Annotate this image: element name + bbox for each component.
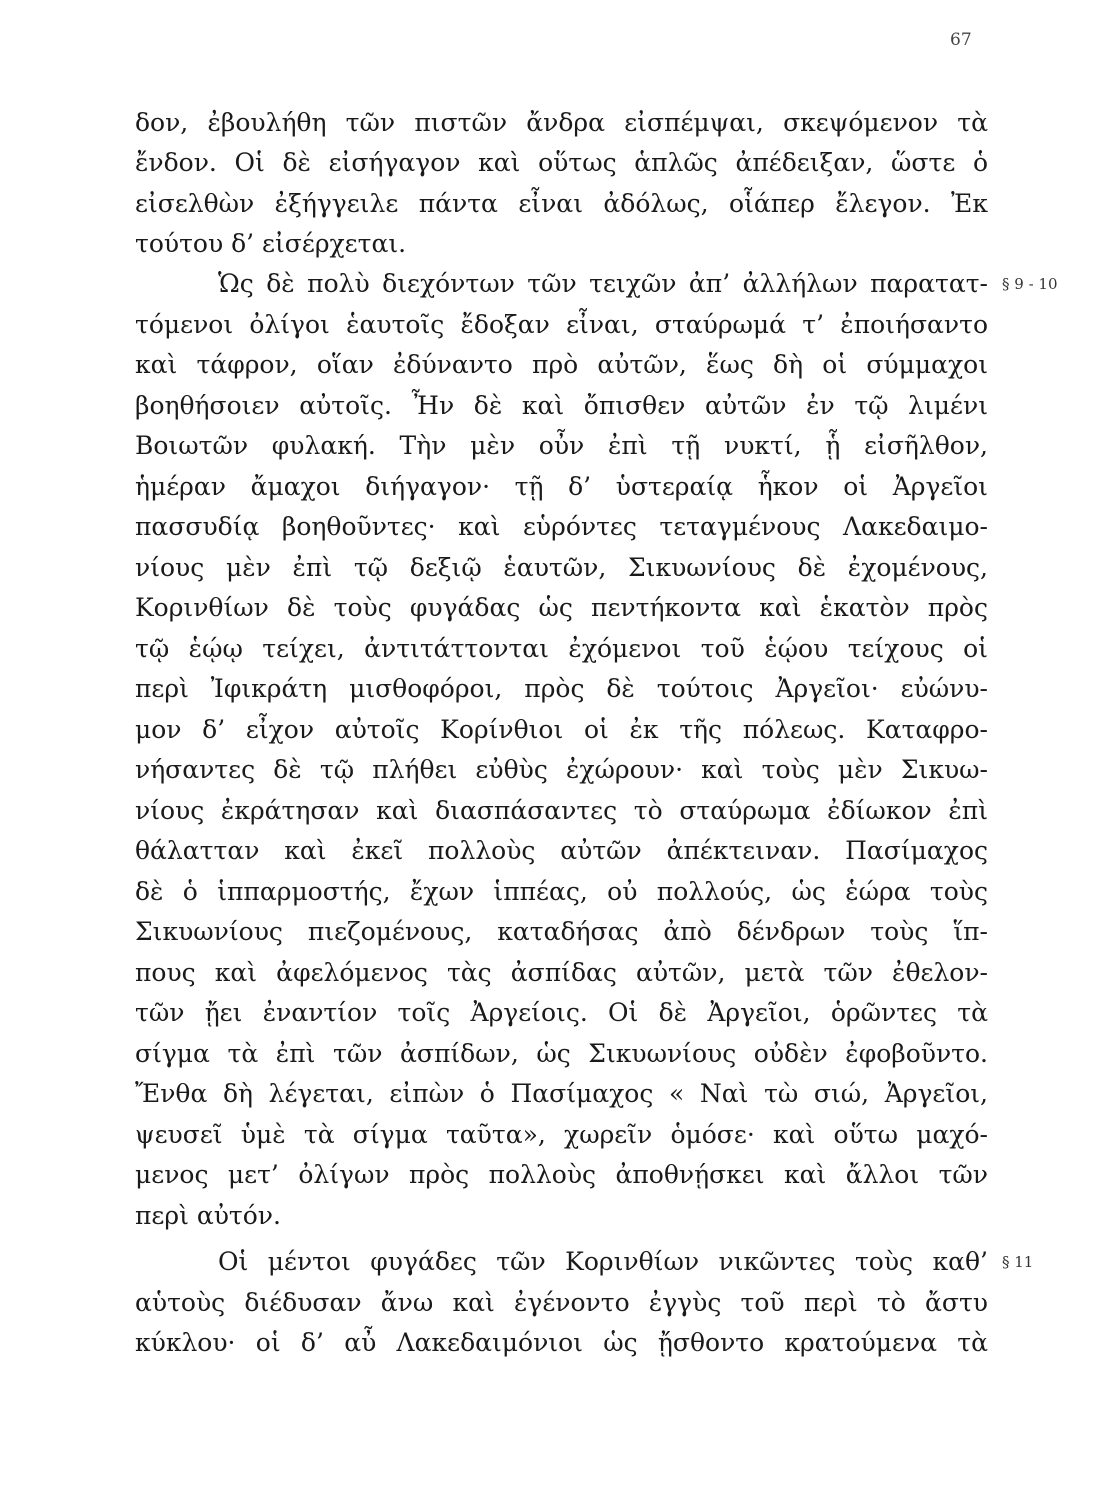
section-marker: § 11 bbox=[1002, 1253, 1034, 1271]
text-line: θάλατταν καὶ ἐκεῖ πολλοὺς αὐτῶν ἀπέκτειναν. Πασίμαχος bbox=[135, 836, 988, 865]
text-line: αὑτοὺς διέδυσαν ἄνω καὶ ἐγένοντο ἐγγὺς τοῦ περὶ τὸ ἄστυ bbox=[135, 1288, 988, 1317]
text-line: ἔνδον. Οἱ δὲ εἰσήγαγον καὶ οὕτως ἁπλῶς ἀπέδειξαν, ὥστε ὁ bbox=[135, 148, 988, 177]
text-line: μενος μετ’ ὀλίγων πρὸς πολλοὺς ἀποθνῄσκει καὶ ἄλλοι τῶν bbox=[135, 1160, 988, 1189]
text-line: μον δ’ εἶχον αὐτοῖς Κορίνθιοι οἱ ἐκ τῆς πόλεως. Καταφρο- bbox=[135, 715, 988, 744]
text-line: Κορινθίων δὲ τοὺς φυγάδας ὡς πεντήκοντα καὶ ἑκατὸν πρὸς bbox=[135, 593, 988, 622]
text-line: εἰσελθὼν ἐξήγγειλε πάντα εἶναι ἀδόλως, οἷάπερ ἔλεγον. Ἐκ bbox=[135, 189, 988, 218]
text-line: Ἔνθα δὴ λέγεται, εἰπὼν ὁ Πασίμαχος « Ναὶ τὼ σιώ, Ἀργεῖοι, bbox=[135, 1079, 988, 1108]
text-line: νήσαντες δὲ τῷ πλήθει εὐθὺς ἐχώρουν· καὶ τοὺς μὲν Σικυω- bbox=[135, 755, 988, 784]
text-line: τούτου δ’ εἰσέρχεται. bbox=[135, 229, 407, 258]
text-line: πους καὶ ἀφελόμενος τὰς ἀσπίδας αὐτῶν, μετὰ τῶν ἐθελον- bbox=[135, 958, 988, 987]
text-line: δον, ἐβουλήθη τῶν πιστῶν ἄνδρα εἰσπέμψαι, σκεψόμενον τὰ bbox=[135, 108, 988, 137]
text-line: Βοιωτῶν φυλακή. Τὴν μὲν οὖν ἐπὶ τῇ νυκτί, ᾗ εἰσῆλθον, bbox=[135, 431, 988, 460]
section-marker: § 9 - 10 bbox=[1002, 275, 1058, 293]
text-line: δὲ ὁ ἱππαρμοστής, ἔχων ἱππέας, οὐ πολλούς, ὡς ἑώρα τοὺς bbox=[135, 877, 988, 906]
text-line: σίγμα τὰ ἐπὶ τῶν ἀσπίδων, ὡς Σικυωνίους οὐδὲν ἐφοβοῦντο. bbox=[135, 1039, 988, 1068]
text-line: ψευσεῖ ὑμὲ τὰ σίγμα ταῦτα», χωρεῖν ὁμόσε· καὶ οὕτω μαχό- bbox=[135, 1120, 988, 1149]
text-line: τῷ ἑῴῳ τείχει, ἀντιτάττονται ἐχόμενοι τοῦ ἑῴου τείχους οἱ bbox=[135, 634, 988, 663]
text-line: νίους ἐκράτησαν καὶ διασπάσαντες τὸ σταύρωμα ἐδίωκον ἐπὶ bbox=[135, 796, 988, 825]
text-line: καὶ τάφρον, οἵαν ἐδύναντο πρὸ αὐτῶν, ἕως δὴ οἱ σύμμαχοι bbox=[135, 350, 988, 379]
text-line: βοηθήσοιεν αὐτοῖς. Ἦν δὲ καὶ ὄπισθεν αὐτῶν ἐν τῷ λιμένι bbox=[135, 391, 988, 420]
text-line: Σικυωνίους πιεζομένους, καταδήσας ἀπὸ δένδρων τοὺς ἵπ- bbox=[135, 917, 988, 946]
text-line: πασσυδίᾳ βοηθοῦντες· καὶ εὑρόντες τεταγμένους Λακεδαιμο- bbox=[135, 512, 988, 541]
text-line: περὶ Ἰφικράτη μισθοφόροι, πρὸς δὲ τούτοις Ἀργεῖοι· εὐώνυ- bbox=[135, 674, 988, 703]
text-line: Ὡς δὲ πολὺ διεχόντων τῶν τειχῶν ἀπ’ ἀλλήλων παρατατ- bbox=[218, 269, 988, 298]
text-line: κύκλου· οἱ δ’ αὖ Λακεδαιμόνιοι ὡς ᾔσθοντο κρατούμενα τὰ bbox=[135, 1328, 988, 1357]
text-line: νίους μὲν ἐπὶ τῷ δεξιῷ ἑαυτῶν, Σικυωνίους δὲ ἐχομένους, bbox=[135, 553, 988, 582]
text-line: περὶ αὐτόν. bbox=[135, 1201, 281, 1230]
text-line: ἡμέραν ἄμαχοι διήγαγον· τῇ δ’ ὑστεραίᾳ ἧκον οἱ Ἀργεῖοι bbox=[135, 472, 988, 501]
text-line: τόμενοι ὀλίγοι ἑαυτοῖς ἔδοξαν εἶναι, σταύρωμά τ’ ἐποιήσαντο bbox=[135, 310, 988, 339]
text-line: τῶν ᾔει ἐναντίον τοῖς Ἀργείοις. Οἱ δὲ Ἀργεῖοι, ὁρῶντες τὰ bbox=[135, 998, 988, 1027]
text-line: Οἱ μέντοι φυγάδες τῶν Κορινθίων νικῶντες τοὺς καθ’ bbox=[218, 1247, 988, 1276]
page-number: 67 bbox=[950, 30, 972, 50]
